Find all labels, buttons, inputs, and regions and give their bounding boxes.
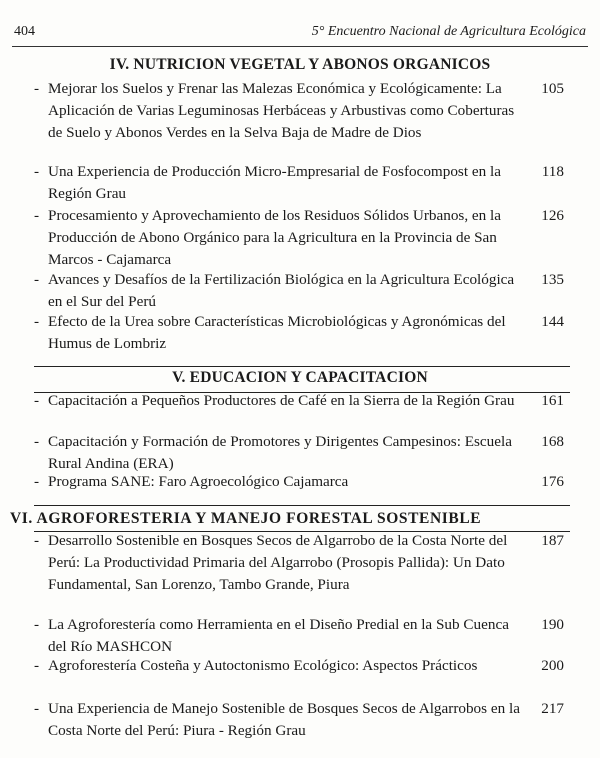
entry-dash: - — [34, 532, 40, 549]
toc-entry — [34, 431, 574, 475]
entry-title: Una Experiencia de Manejo Sostenible de Bosques Secos de Algarrobos en la Costa Norte del Perú: Piura - Región Grau — [48, 700, 520, 739]
toc-entry — [34, 78, 574, 144]
entry-page: 118 — [541, 163, 564, 180]
entry-title: Una Experiencia de Producción Micro-Empresarial de Fosfocompost en la Región Grau — [48, 163, 501, 202]
header-rule — [12, 46, 588, 47]
entry-title: Agroforestería Costeña y Autoctonismo Ecológico: Aspectos Prácticos — [48, 657, 478, 674]
book-title: 5° Encuentro Nacional de Agricultura Ecológica — [311, 24, 586, 39]
entry-dash: - — [34, 657, 40, 674]
toc-entry — [34, 614, 574, 658]
entry-dash: - — [34, 313, 40, 330]
entry-page: 190 — [541, 616, 564, 633]
entry-dash: - — [34, 473, 40, 490]
entry-dash: - — [34, 616, 40, 633]
entry-page: 144 — [541, 313, 564, 330]
entry-title: Mejorar los Suelos y Frenar las Malezas Económica y Ecológicamente: La Aplicación de Varias Leguminosas Herbáceas y Arbustivas como Coberturas de Suelo y Abonos Verdes en la Selva Baja de Madre de Dios — [48, 80, 515, 141]
entry-dash: - — [34, 700, 40, 717]
entry-dash: - — [34, 271, 40, 288]
section-title: V. EDUCACION Y CAPACITACION — [172, 369, 428, 386]
entry-page: 200 — [541, 657, 564, 674]
toc-entry — [34, 311, 574, 355]
toc-entry — [34, 269, 574, 313]
toc-entry — [34, 655, 574, 677]
entry-title: Avances y Desafíos de la Fertilización Biológica en la Agricultura Ecológica en el Sur del Perú — [48, 271, 515, 310]
entry-page: 217 — [541, 700, 564, 717]
entry-title: Capacitación y Formación de Promotores y Dirigentes Campesinos: Escuela Rural Andina (ERA) — [48, 433, 512, 472]
entry-dash: - — [34, 207, 40, 224]
entry-title: Procesamiento y Aprovechamiento de los Residuos Sólidos Urbanos, en la Producción de Abono Orgánico para la Agricultura en la Provincia de San Marcos - Cajamarca — [48, 207, 502, 268]
entry-page: 135 — [541, 271, 564, 288]
toc-entry — [34, 161, 574, 205]
section-title: VI. AGROFORESTERIA Y MANEJO FORESTAL SOSTENIBLE — [10, 510, 482, 527]
entry-title: La Agroforestería como Herramienta en el Diseño Predial en la Sub Cuenca del Río MASHCON — [48, 616, 509, 655]
entry-page: 176 — [541, 473, 564, 490]
entry-page: 187 — [541, 532, 564, 549]
entry-dash: - — [34, 392, 40, 409]
toc-entry — [34, 530, 574, 596]
entry-page: 105 — [541, 80, 564, 97]
toc-entry — [34, 205, 574, 271]
entry-dash: - — [34, 433, 40, 450]
entry-dash: - — [34, 163, 40, 180]
entry-title: Desarrollo Sostenible en Bosques Secos de Algarrobo de la Costa Norte del Perú: La Productividad Primaria del Algarrobo (Prosopis Pallida): Un Dato Fundamental, San Lorenzo, Tambo Grande, Piura — [48, 532, 508, 593]
entry-page: 168 — [541, 433, 564, 450]
running-header — [14, 24, 586, 40]
entry-title: Efecto de la Urea sobre Características Microbiológicas y Agronómicas del Humus de Lombriz — [48, 313, 506, 352]
entry-page: 126 — [541, 207, 564, 224]
entry-title: Programa SANE: Faro Agroecológico Cajamarca — [48, 473, 349, 490]
toc-entry — [34, 471, 574, 493]
entry-title: Capacitación a Pequeños Productores de Café en la Sierra de la Región Grau — [48, 392, 515, 409]
section-title: IV. NUTRICION VEGETAL Y ABONOS ORGANICOS — [109, 56, 491, 73]
toc-entry — [34, 698, 574, 742]
entry-dash: - — [34, 80, 40, 97]
toc-entry — [34, 390, 574, 412]
entry-page: 161 — [541, 392, 564, 409]
page-number: 404 — [14, 24, 35, 39]
